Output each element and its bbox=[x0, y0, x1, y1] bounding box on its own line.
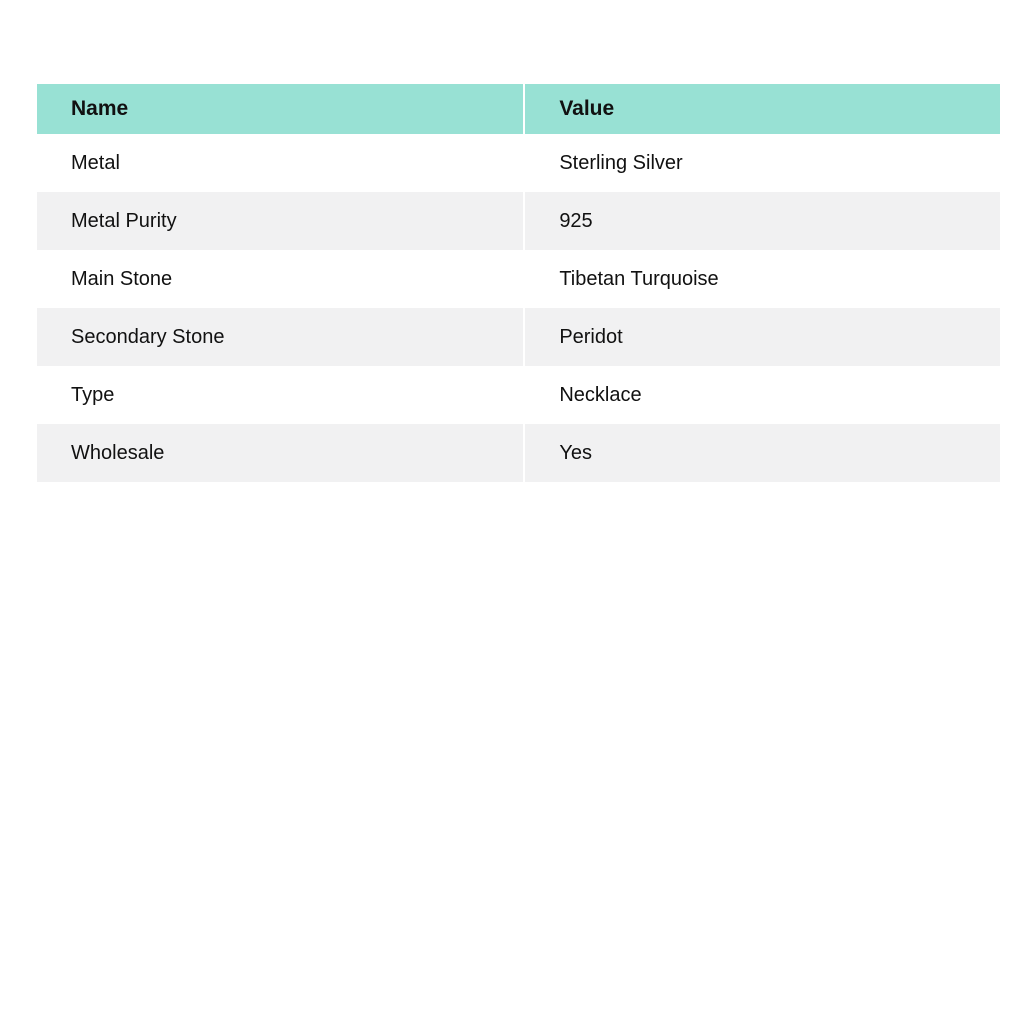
table-row bbox=[37, 308, 1000, 366]
table-row bbox=[37, 250, 1000, 308]
table-row bbox=[37, 424, 1000, 482]
spec-value-cell: Yes bbox=[523, 424, 1000, 482]
spec-value-cell: Tibetan Turquoise bbox=[523, 250, 1000, 308]
table-header-row bbox=[37, 84, 1000, 134]
spec-value-cell: Peridot bbox=[523, 308, 1000, 366]
table-header bbox=[37, 84, 1000, 134]
table-row bbox=[37, 134, 1000, 192]
spec-name-cell: Main Stone bbox=[37, 250, 523, 308]
table-body bbox=[37, 134, 1000, 482]
table-row bbox=[37, 192, 1000, 250]
table-row bbox=[37, 366, 1000, 424]
spec-value-cell: 925 bbox=[523, 192, 1000, 250]
product-spec-table bbox=[37, 84, 1000, 482]
spec-value-cell: Necklace bbox=[523, 366, 1000, 424]
column-header-name: Name bbox=[37, 84, 523, 134]
spec-name-cell: Type bbox=[37, 366, 523, 424]
spec-name-cell: Metal bbox=[37, 134, 523, 192]
spec-name-cell: Secondary Stone bbox=[37, 308, 523, 366]
column-header-value: Value bbox=[523, 84, 1000, 134]
spec-value-cell: Sterling Silver bbox=[523, 134, 1000, 192]
spec-name-cell: Wholesale bbox=[37, 424, 523, 482]
spec-name-cell: Metal Purity bbox=[37, 192, 523, 250]
